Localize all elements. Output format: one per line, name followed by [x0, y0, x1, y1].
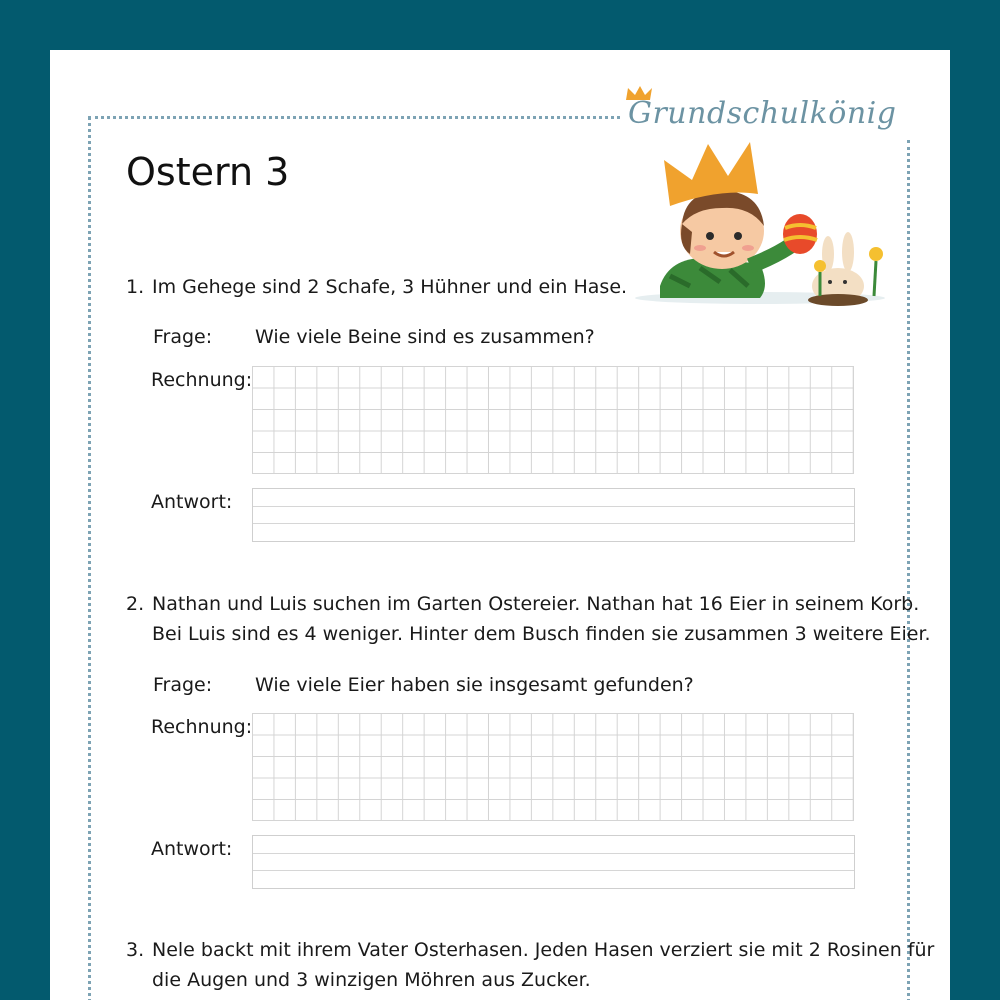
answer-lines[interactable] [252, 835, 855, 889]
answer-label: Antwort: [151, 491, 233, 513]
task-number: 2. [126, 593, 145, 615]
calculation-label: Rechnung: [151, 369, 253, 391]
worksheet-page [50, 50, 950, 1000]
task-text-line-1: Nele backt mit ihrem Vater Osterhasen. Jeden Hasen verziert sie mit 2 Rosinen für [152, 939, 935, 961]
easter-kid-illustration-icon [630, 136, 890, 306]
question-text: Wie viele Beine sind es zusammen? [255, 326, 595, 348]
calculation-label: Rechnung: [151, 716, 253, 738]
answer-label: Antwort: [151, 838, 233, 860]
calculation-grid[interactable] [252, 713, 854, 821]
task-number: 1. [126, 276, 145, 298]
task-text-line-1: Nathan und Luis suchen im Garten Ostereier. Nathan hat 16 Eier in seinem Korb. [152, 593, 920, 615]
question-text: Wie viele Eier haben sie insgesamt gefunden? [255, 674, 694, 696]
task-text: Im Gehege sind 2 Schafe, 3 Hühner und ein Hase. [152, 276, 628, 298]
calculation-grid[interactable] [252, 366, 854, 474]
question-label: Frage: [153, 326, 213, 348]
task-text-line-2: die Augen und 3 winzigen Möhren aus Zucker. [152, 969, 591, 991]
dotted-border-top [88, 116, 620, 119]
question-label: Frage: [153, 674, 213, 696]
answer-lines[interactable] [252, 488, 855, 542]
worksheet-title: Ostern 3 [126, 150, 290, 194]
task-number: 3. [126, 939, 145, 961]
brand-logo: Grundschulkönig [628, 96, 897, 131]
dotted-border-right [907, 140, 910, 1000]
dotted-border-left [88, 116, 91, 1000]
task-text-line-2: Bei Luis sind es 4 weniger. Hinter dem Busch finden sie zusammen 3 weitere Eier. [152, 623, 931, 645]
